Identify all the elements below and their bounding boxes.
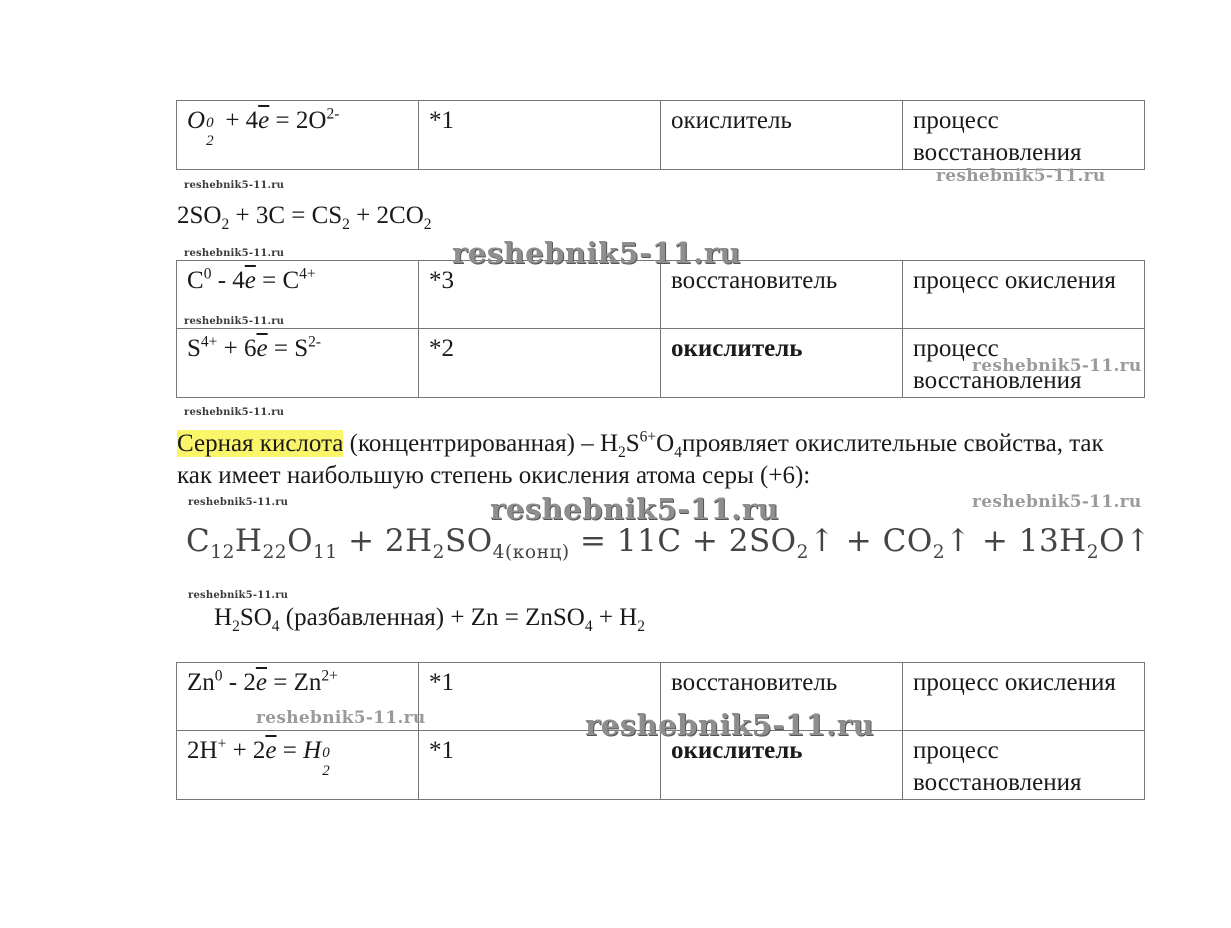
watermark: reshebnik5-11.ru xyxy=(184,407,285,418)
formula-sup: 6+ xyxy=(639,428,657,446)
watermark: reshebnik5-11.ru xyxy=(188,590,289,601)
role-cell: восстановитель xyxy=(661,663,903,731)
watermark: reshebnik5-11.ru xyxy=(972,356,1142,376)
formula-indices xyxy=(321,745,335,779)
electron-symbol: $\overline{e}$ xyxy=(255,669,267,696)
watermark: reshebnik5-11.ru xyxy=(256,708,426,728)
formula-sub: 2 xyxy=(637,618,645,635)
formula-indices xyxy=(205,115,219,149)
formula-part: + 2CO xyxy=(349,202,424,229)
watermark: reshebnik5-11.ru xyxy=(184,316,285,327)
formula-sup: + xyxy=(217,735,227,753)
formula-sup: 0 xyxy=(322,745,330,761)
electron-symbol: $\overline{e}$ xyxy=(258,107,270,134)
formula-sub: 2 xyxy=(322,763,330,779)
sulfuric-acid-paragraph xyxy=(177,428,1137,492)
formula-part: H xyxy=(234,523,263,559)
paragraph-text: (концентрированная) – H xyxy=(343,430,619,457)
formula-sub: 2 xyxy=(221,216,230,233)
formula-part: O xyxy=(187,107,206,134)
redox-table-2 xyxy=(176,260,1145,398)
formula-part: Zn xyxy=(187,669,215,696)
formula-part: = 11C + 2SO xyxy=(569,523,797,559)
formula-part: - 2 xyxy=(222,669,256,696)
formula-sub: 2 xyxy=(232,618,240,635)
watermark: reshebnik5-11.ru xyxy=(188,497,289,508)
formula-part: SO xyxy=(239,604,272,631)
formula-sub: 22 xyxy=(262,542,288,564)
formula-part: + 2H xyxy=(337,523,433,559)
process-cell: процесс окисления xyxy=(903,261,1145,329)
formula-part: C xyxy=(187,267,204,294)
paragraph-text: проявляет окислительные свойства, так как имеет наибольшую степень окисления атома серы (+6): xyxy=(177,430,1104,489)
role-cell: восстановитель xyxy=(661,261,903,329)
role-cell: окислитель xyxy=(661,329,903,398)
formula-part: 2SO xyxy=(177,202,222,229)
half-reaction-cell xyxy=(177,329,419,398)
formula-sub: 2 xyxy=(796,542,809,564)
formula-sup: 2- xyxy=(308,333,322,351)
role-cell: окислитель xyxy=(661,731,903,800)
formula-sup: 2- xyxy=(326,105,340,123)
formula-sub: 2 xyxy=(342,216,350,233)
formula-part: S xyxy=(625,430,640,457)
formula-sub: 4(конц) xyxy=(492,542,570,564)
formula-sub: 4 xyxy=(674,444,682,461)
formula-part: + 2 xyxy=(226,737,266,764)
formula-part: - 4 xyxy=(211,267,245,294)
formula-part: ↑ + 13H xyxy=(945,523,1087,559)
electron-symbol: $\overline{e}$ xyxy=(265,737,277,764)
equation-1 xyxy=(177,200,432,232)
formula-part: + 3C = CS xyxy=(229,202,343,229)
formula-sub: 11 xyxy=(313,542,338,564)
formula-part: = C xyxy=(255,267,300,294)
electron-symbol: $\overline{e}$ xyxy=(244,267,256,294)
formula-sub: 2 xyxy=(932,542,946,564)
role-cell: окислитель xyxy=(661,101,903,170)
formula-sub: 2 xyxy=(432,542,446,564)
formula-sup: 4+ xyxy=(200,333,218,351)
formula-sub: 4 xyxy=(584,618,593,635)
watermark: reshebnik5-11.ru xyxy=(184,248,285,259)
formula-sub: 4 xyxy=(271,618,280,635)
sucrose-reaction-equation xyxy=(186,523,1152,564)
process-cell: процесс восстановления xyxy=(903,731,1145,800)
half-reaction-cell xyxy=(177,101,419,170)
formula-part: ↑ + CO xyxy=(808,523,933,559)
formula-part: O xyxy=(656,430,675,457)
watermark: reshebnik5-11.ru xyxy=(490,492,780,526)
formula-part: C xyxy=(186,523,211,559)
formula-sup: 2+ xyxy=(321,667,338,685)
coefficient-cell: *1 xyxy=(419,663,661,731)
electron-symbol: $\overline{e}$ xyxy=(256,335,268,362)
coefficient-cell: *2 xyxy=(419,329,661,398)
formula-part: 2H xyxy=(187,737,218,764)
formula-sup: 4+ xyxy=(299,265,316,283)
watermark: reshebnik5-11.ru xyxy=(184,180,285,191)
highlighted-term: Серная кислота xyxy=(177,430,344,457)
formula-part: = 2O xyxy=(269,107,327,134)
formula-part: = S xyxy=(267,335,309,362)
half-reaction-cell xyxy=(177,731,419,800)
redox-table-1 xyxy=(176,100,1145,170)
process-cell: процесс восстановления xyxy=(903,329,1145,398)
table-row xyxy=(177,101,1145,170)
formula-sup: 0 xyxy=(203,265,212,283)
watermark: reshebnik5-11.ru xyxy=(585,708,875,742)
coefficient-cell: *3 xyxy=(419,261,661,329)
formula-sup: 0 xyxy=(214,667,223,685)
formula-part: (разбавленная) + Zn = ZnSO xyxy=(279,604,585,631)
formula-sub: 2 xyxy=(1086,542,1100,564)
coefficient-cell: *1 xyxy=(419,731,661,800)
formula-part: = Zn xyxy=(266,669,322,696)
formula-sub: 2 xyxy=(206,133,214,149)
formula-part: + H xyxy=(592,604,638,631)
watermark: reshebnik5-11.ru xyxy=(936,166,1106,186)
formula-part: + 4 xyxy=(219,107,259,134)
dilute-acid-equation xyxy=(214,602,645,634)
process-cell: процесс восстановления xyxy=(903,101,1145,170)
formula-part: = xyxy=(276,737,304,764)
watermark: reshebnik5-11.ru xyxy=(972,492,1142,512)
formula-part: SO xyxy=(445,523,493,559)
formula-sup: 0 xyxy=(206,115,214,131)
table-row xyxy=(177,261,1145,329)
formula-part: H xyxy=(303,737,322,764)
formula-sub: 2 xyxy=(618,444,626,461)
watermark: reshebnik5-11.ru xyxy=(452,236,742,270)
formula-part: O↑ xyxy=(1099,523,1152,559)
formula-part: H xyxy=(214,604,233,631)
formula-part: + 6 xyxy=(217,335,257,362)
coefficient-cell: *1 xyxy=(419,101,661,170)
process-cell: процесс окисления xyxy=(903,663,1145,731)
formula-part: O xyxy=(287,523,314,559)
formula-sub: 12 xyxy=(210,542,235,564)
formula-part: S xyxy=(187,335,201,362)
formula-sub: 2 xyxy=(423,216,432,233)
